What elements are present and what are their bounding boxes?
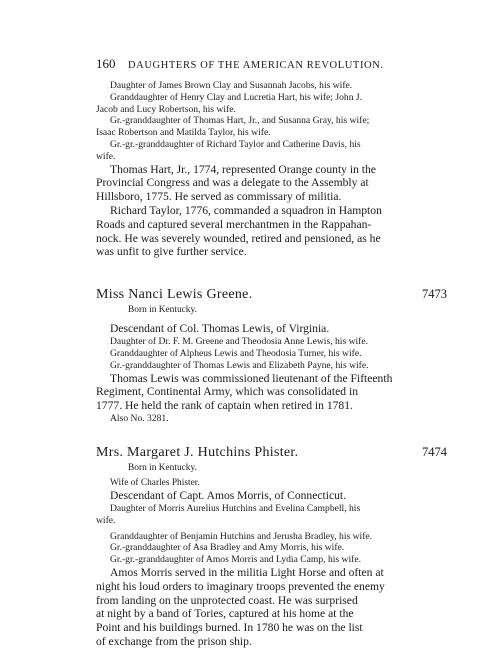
lineage-line: wife. — [96, 150, 116, 162]
member-number: 7474 — [422, 444, 447, 459]
service-line: at night by a band of Tories, captured at his home at the — [96, 607, 354, 621]
service-line: from landing on the unprotected coast. He was surprised — [96, 593, 358, 607]
lineage-line: Gr.-granddaughter of Thomas Hart, Jr., and Susanna Gray, his wife; — [110, 115, 370, 127]
lineage-line: Gr.-gr.-granddaughter of Amos Morris and Lydia Camp, his wife. — [110, 554, 361, 566]
service-line: Provincial Congress and was a delegate to the Assembly at — [96, 176, 369, 190]
lineage-line: Jacob and Lucy Robertson, his wife. — [96, 103, 236, 115]
also-note: Also No. 3281. — [110, 412, 169, 424]
continuation-service — [96, 163, 451, 260]
descendant-line: Descendant of Capt. Amos Morris, of Connecticut. — [110, 489, 347, 503]
running-head: DAUGHTERS OF THE AMERICAN REVOLUTION. — [128, 60, 384, 71]
lineage-line: Isaac Robertson and Matilda Taylor, his wife. — [96, 127, 271, 139]
member-entry — [96, 443, 451, 649]
lineage-line: Granddaughter of Benjamin Hutchins and Jerusha Bradley, his wife. — [110, 530, 373, 542]
service-line: night his loud orders to imaginary troops prevented the enemy — [96, 579, 385, 593]
service-line: Amos Morris served in the militia Light Horse and often at — [110, 565, 384, 579]
member-name: Miss Nanci Lewis Greene. — [96, 287, 253, 303]
lineage-line: Granddaughter of Henry Clay and Lucretia Hart, his wife; John J. — [110, 91, 363, 103]
lineage-line: Daughter of Dr. F. M. Greene and Theodosia Anne Lewis, his wife. — [110, 336, 369, 348]
service-line: was unfit to give further service. — [96, 245, 247, 259]
lineage-line: Daughter of Morris Aurelius Hutchins and Evelina Campbell, his — [110, 502, 361, 514]
lineage-line: Gr.-granddaughter of Thomas Lewis and Elizabeth Payne, his wife. — [110, 359, 369, 371]
continuation-lineage — [96, 80, 451, 163]
page-content — [96, 80, 451, 649]
service-line: of exchange from the prison ship. — [96, 634, 252, 648]
service-line: Roads and captured several merchantmen in the Rappahan- — [96, 217, 372, 231]
descendant-line: Descendant of Col. Thomas Lewis, of Virginia. — [110, 322, 330, 336]
member-name: Mrs. Margaret J. Hutchins Phister. — [96, 444, 299, 460]
service-line: Point and his buildings burned. In 1780 he was on the list — [96, 621, 363, 635]
service-line: Thomas Lewis was commissioned lieutenant of the Fifteenth — [110, 371, 393, 385]
entry-heading — [96, 443, 451, 462]
page-number: 160 — [96, 56, 116, 71]
service-line: Hillsboro, 1775. He served as commissary of militia. — [96, 190, 342, 204]
page-header — [96, 56, 436, 72]
birthplace: Born in Kentucky. — [128, 305, 197, 316]
birthplace: Born in Kentucky. — [128, 462, 197, 473]
service-line: Thomas Hart, Jr., 1774, represented Orange county in the — [110, 162, 376, 176]
lineage-line: Granddaughter of Alpheus Lewis and Theodosia Turner, his wife. — [110, 347, 362, 359]
lineage-line: Gr.-granddaughter of Asa Bradley and Amy Morris, his wife. — [110, 542, 345, 554]
service-line: Richard Taylor, 1776, commanded a squadron in Hampton — [110, 203, 382, 217]
lineage-line: Gr.-gr.-granddaughter of Richard Taylor and Catherine Davis, his — [110, 138, 361, 150]
lineage-line: wife. — [96, 514, 116, 526]
entry-heading — [96, 285, 451, 304]
service-line: nock. He was severely wounded, retired and pensioned, as he — [96, 231, 381, 245]
service-line: 1777. He held the rank of captain when retired in 1781. — [96, 399, 353, 413]
lineage-line: Daughter of James Brown Clay and Susannah Jacobs, his wife. — [110, 80, 353, 91]
member-entry — [96, 285, 451, 425]
member-number: 7473 — [422, 287, 447, 302]
service-line: Regiment, Continental Army, which was consolidated in — [96, 385, 358, 399]
wife-of-line: Wife of Charles Phister. — [110, 477, 200, 488]
